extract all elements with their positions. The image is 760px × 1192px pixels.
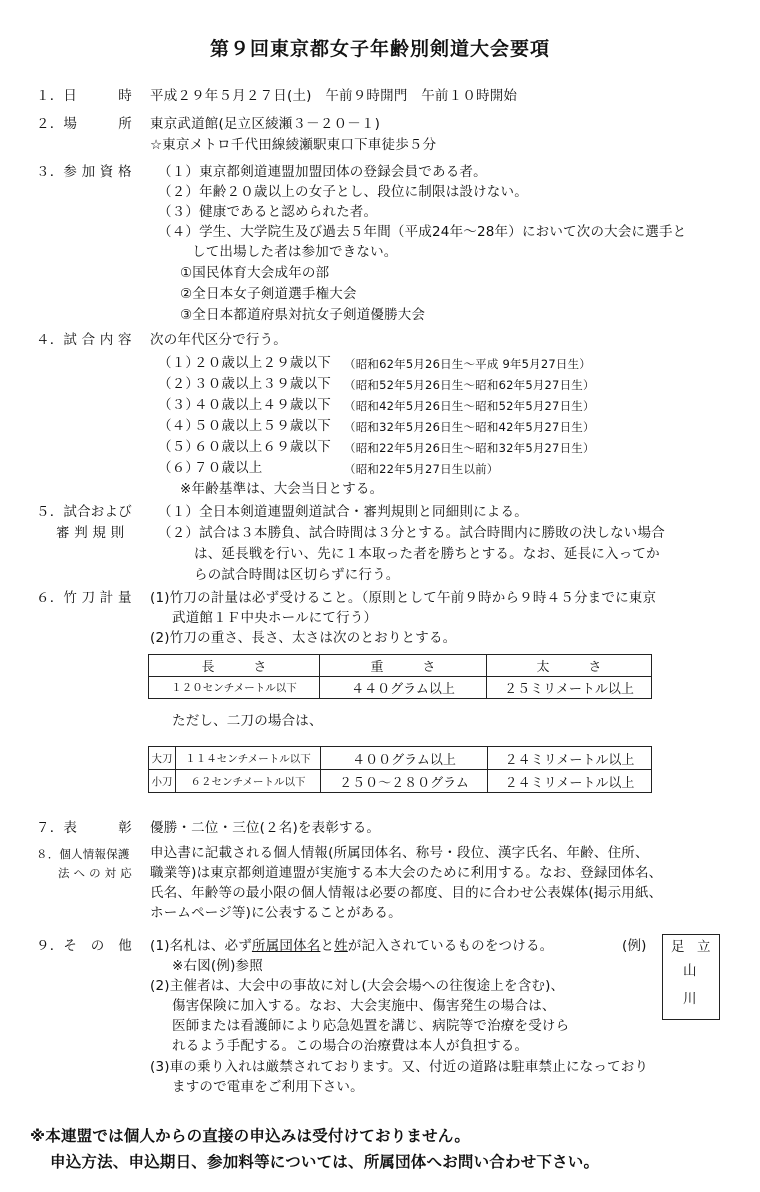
- age-group-birth: （昭和62年5月26日生～平成 9年5月27日生）: [344, 357, 592, 371]
- table-row: [149, 677, 652, 699]
- notice-line-2: 申込方法、申込期日、参加料等については、所属団体へお問い合わせ下さい。: [50, 1153, 600, 1171]
- age-group-range: ３０歳以上３９歳以下: [194, 376, 331, 392]
- table-cell: ２５ミリメートル以上: [487, 677, 652, 699]
- section-9-line: (3)車の乗り入れは厳禁されております。又、付近の道路は駐車禁止になっており: [150, 1059, 649, 1075]
- table-cell: ２４ミリメートル以上: [488, 770, 652, 793]
- text-run: と: [320, 938, 335, 954]
- section-8-line: 職業等)は東京都剣道連盟が実施する本大会のために利用する。なお、登録団体名、: [150, 865, 663, 881]
- age-group-no: （６）: [158, 460, 200, 476]
- age-note: ※年齢基準は、大会当日とする。: [180, 481, 384, 497]
- table-cell: ４４０グラム以上: [320, 677, 487, 699]
- section-1-label: １．日 時: [36, 88, 132, 104]
- section-9-line: れるよう手配する。この場合の治療費は本人が負担する。: [172, 1038, 529, 1054]
- section-3-item: （２）年齢２０歳以上の女子とし、段位に制限は設けない。: [158, 184, 528, 200]
- section-3-sub: ②全日本女子剣道選手権大会: [180, 286, 357, 302]
- section-5-label-2: 審 判 規 則: [56, 525, 125, 541]
- underlined-term: 所属団体名: [251, 938, 321, 954]
- table-header-row: [149, 655, 652, 677]
- section-6-item: 武道館１Ｆ中央ホールにて行う）: [172, 610, 378, 626]
- section-3-item: （３）健康であると認められた者。: [158, 204, 378, 220]
- section-3-item: して出場した者は参加できない。: [192, 244, 398, 260]
- section-7-text: 優勝・二位・三位(２名)を表彰する。: [150, 820, 381, 836]
- section-7-label: ７．表 彰: [36, 820, 132, 836]
- name-tag-char: 川: [683, 991, 697, 1007]
- table-row: [149, 747, 652, 770]
- section-5-item: （２）試合は３本勝負、試合時間は３分とする。試合時間内に勝敗の決しない場合: [158, 525, 665, 541]
- section-8-label-2: 法 へ の 対 応: [58, 866, 132, 880]
- section-5-label: ５．試合および: [36, 504, 132, 520]
- name-tag-example: [662, 934, 720, 1020]
- age-group-no: （３）: [158, 397, 200, 413]
- age-group-no: （５）: [158, 439, 200, 455]
- section-8-label: ８．個人情報保護: [36, 847, 130, 861]
- section-1-text: 平成２９年５月２７日(土) 午前９時開門 午前１０時開始: [150, 88, 518, 104]
- name-tag-char: 足: [671, 939, 685, 955]
- section-9-line: 医師または看護師により応急処置を講じ、病院等で治療を受けら: [172, 1018, 570, 1034]
- section-2-label: ２．場 所: [36, 116, 132, 132]
- section-2-line-1: 東京武道館(足立区綾瀬３－２０－１): [150, 116, 381, 132]
- age-group-range: ７０歳以上: [194, 460, 263, 476]
- section-8-line: 氏名、年齢等の最小限の個人情報は必要の都度、目的に合わせ公表媒体(掲示用紙、: [150, 885, 663, 901]
- shinai-spec-table: [148, 654, 652, 699]
- notice-line-1: ※本連盟では個人からの直接の申込みは受付けておりません。: [30, 1127, 471, 1145]
- section-2-line-2: ☆東京メトロ千代田線綾瀬駅東口下車徒歩５分: [150, 137, 437, 153]
- table-cell: ２４ミリメートル以上: [488, 747, 652, 770]
- table-cell: １２０センチメートル以下: [149, 677, 320, 699]
- age-group-birth: （昭和52年5月26日生～昭和62年5月27日生）: [344, 378, 595, 392]
- nitou-note: ただし、二刀の場合は、: [172, 713, 323, 729]
- section-3-sub: ③全日本都道府県対抗女子剣道優勝大会: [180, 307, 426, 323]
- table-header: 重 さ: [320, 655, 487, 677]
- section-9-line-1: [150, 937, 553, 955]
- section-8-line: 申込書に記載される個人情報(所属団体名、称号・段位、漢字氏名、年齢、住所、: [150, 845, 649, 861]
- age-group-no: （４）: [158, 418, 200, 434]
- text-run: が記入されているものをつける。: [347, 938, 554, 954]
- section-3-label: ３．参 加 資 格: [36, 164, 132, 180]
- name-tag-char: 立: [697, 939, 711, 955]
- section-9-label: ９．そ の 他: [36, 938, 132, 954]
- section-3-item: （１）東京都剣道連盟加盟団体の登録会員である者。: [158, 164, 487, 180]
- section-9-line: (2)主催者は、大会中の事故に対し(大会会場への往復途上を含む)、: [150, 978, 565, 994]
- table-header: 太 さ: [487, 655, 652, 677]
- table-cell: 大刀: [149, 747, 176, 770]
- table-row: [149, 770, 652, 793]
- section-6-item: (2)竹刀の重さ、長さ、太さは次のとおりとする。: [150, 630, 457, 646]
- table-cell: １１４センチメートル以下: [176, 747, 321, 770]
- section-5-item: （１）全日本剣道連盟剣道試合・審判規則と同細則による。: [158, 504, 528, 520]
- table-cell: 小刀: [149, 770, 176, 793]
- age-group-no: （２）: [158, 376, 200, 392]
- age-group-range: ５０歳以上５９歳以下: [194, 418, 331, 434]
- age-group-range: ２０歳以上２９歳以下: [194, 355, 331, 371]
- section-5-item: らの試合時間は区切らずに行う。: [194, 567, 400, 583]
- section-4-label: ４．試 合 内 容: [36, 332, 132, 348]
- table-cell: ４００グラム以上: [321, 747, 488, 770]
- table-header: 長 さ: [149, 655, 320, 677]
- age-group-range: ６０歳以上６９歳以下: [194, 439, 331, 455]
- age-group-no: （１）: [158, 355, 200, 371]
- section-4-intro: 次の年代区分で行う。: [150, 332, 287, 348]
- section-5-item: は、延長戦を行い、先に１本取った者を勝ちとする。なお、延長に入ってか: [194, 546, 660, 562]
- underlined-term: 姓: [334, 938, 348, 954]
- section-9-line: ますので電車をご利用下さい。: [172, 1079, 364, 1095]
- table-cell: ２５０～２８０グラム: [321, 770, 488, 793]
- text-run: (1)名札は、必ず: [150, 938, 252, 954]
- age-group-birth: （昭和22年5月26日生～昭和32年5月27日生）: [344, 441, 595, 455]
- section-3-item: （４）学生、大学院生及び過去５年間（平成24年～28年）において次の大会に選手と: [158, 224, 687, 240]
- age-group-birth: （昭和42年5月26日生～昭和52年5月27日生）: [344, 399, 595, 413]
- age-group-range: ４０歳以上４９歳以下: [194, 397, 331, 413]
- age-group-birth: （昭和32年5月26日生～昭和42年5月27日生）: [344, 420, 595, 434]
- section-8-line: ホームページ等)に公表することがある。: [150, 905, 402, 921]
- nitou-spec-table: [148, 746, 652, 793]
- section-6-label: ６．竹 刀 計 量: [36, 590, 132, 606]
- page-title: 第９回東京都女子年齢別剣道大会要項: [209, 38, 550, 60]
- example-label: (例): [622, 938, 647, 954]
- age-group-birth: （昭和22年5月27日生以前）: [344, 462, 499, 476]
- name-tag-char: 山: [683, 963, 697, 979]
- section-3-sub: ①国民体育大会成年の部: [180, 265, 330, 281]
- section-6-item: (1)竹刀の計量は必ず受けること。（原則として午前９時から９時４５分までに東京: [150, 590, 657, 606]
- section-9-line: 傷害保険に加入する。なお、大会実施中、傷害発生の場合は、: [172, 998, 556, 1014]
- table-cell: ６２センチメートル以下: [176, 770, 321, 793]
- section-9-line: ※右図(例)参照: [172, 958, 263, 974]
